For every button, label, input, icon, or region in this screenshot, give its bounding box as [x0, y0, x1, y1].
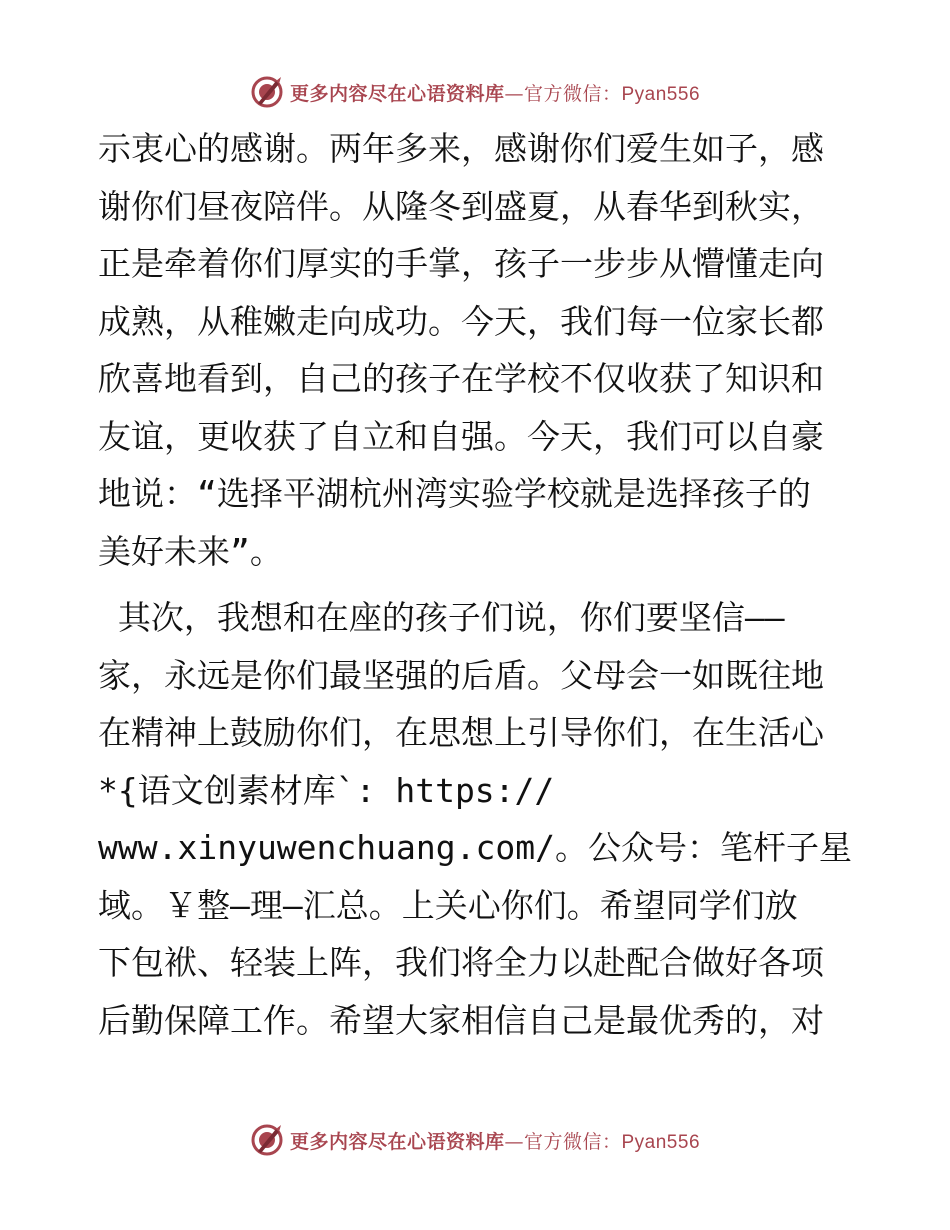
text-line: 下包袱、轻装上阵，我们将全力以赴配合做好各项 [98, 943, 824, 982]
text-line: 家，永远是你们最坚强的后盾。父母会一如既往地 [98, 655, 824, 695]
text-line: 地说：“选择平湖杭州湾实验学校就是选择孩子的 [98, 474, 811, 513]
header-banner-content [250, 75, 700, 109]
text-line: 成熟，从稚嫩走向成功。今天，我们每一位家长都 [98, 301, 824, 341]
text-line: www.xinyuwenchuang.com/。公众号：笔杆子星 [98, 828, 852, 867]
footer-banner-wechat-label: 官方微信： [523, 1130, 622, 1153]
footer-banner-content [250, 1123, 700, 1157]
body-text [98, 120, 858, 1049]
text-line: 正是牵着你们厚实的手掌，孩子一步步从懵懂走向 [98, 244, 824, 283]
header-banner [0, 72, 950, 112]
paragraph-spacer [98, 580, 858, 589]
text-line: 其次，我想和在座的孩子们说，你们要坚信—— [98, 598, 785, 637]
header-banner-title: 更多内容尽在心语资料库 [289, 82, 505, 105]
text-line: 谢你们昼夜陪伴。从隆冬到盛夏，从春华到秋实， [98, 186, 824, 226]
quill-logo-icon [250, 1123, 284, 1157]
header-banner-text [290, 79, 700, 106]
text-line: 美好未来”。 [98, 531, 283, 571]
text-line: 在精神上鼓励你们，在思想上引导你们，在生活心 [98, 713, 824, 752]
text-line: 欣喜地看到，自己的孩子在学校不仅收获了知识和 [98, 359, 824, 398]
footer-banner-title: 更多内容尽在心语资料库 [289, 1130, 505, 1153]
header-banner-wechat-label: 官方微信： [523, 82, 622, 105]
text-line: 友谊，更收获了自立和自强。今天，我们可以自豪 [98, 416, 824, 456]
footer-banner-wechat-id: Pyan556 [621, 1131, 701, 1153]
footer-banner [0, 1120, 950, 1160]
footer-banner-text [290, 1127, 700, 1154]
text-line: 域。￥整—理—汇总。上关心你们。希望同学们放 [98, 885, 798, 925]
paragraph-2 [98, 589, 858, 1049]
quill-logo-icon [250, 75, 284, 109]
header-banner-wechat-id: Pyan556 [621, 83, 701, 105]
header-banner-dash: — [504, 82, 524, 105]
text-line: *{语文创素材库`: https:// [98, 770, 555, 810]
paragraph-1 [98, 120, 858, 580]
footer-banner-dash: — [504, 1130, 524, 1153]
text-line: 示衷心的感谢。两年多来，感谢你们爱生如子，感 [98, 129, 824, 168]
text-line: 后勤保障工作。希望大家相信自己是最优秀的，对 [98, 1000, 824, 1040]
